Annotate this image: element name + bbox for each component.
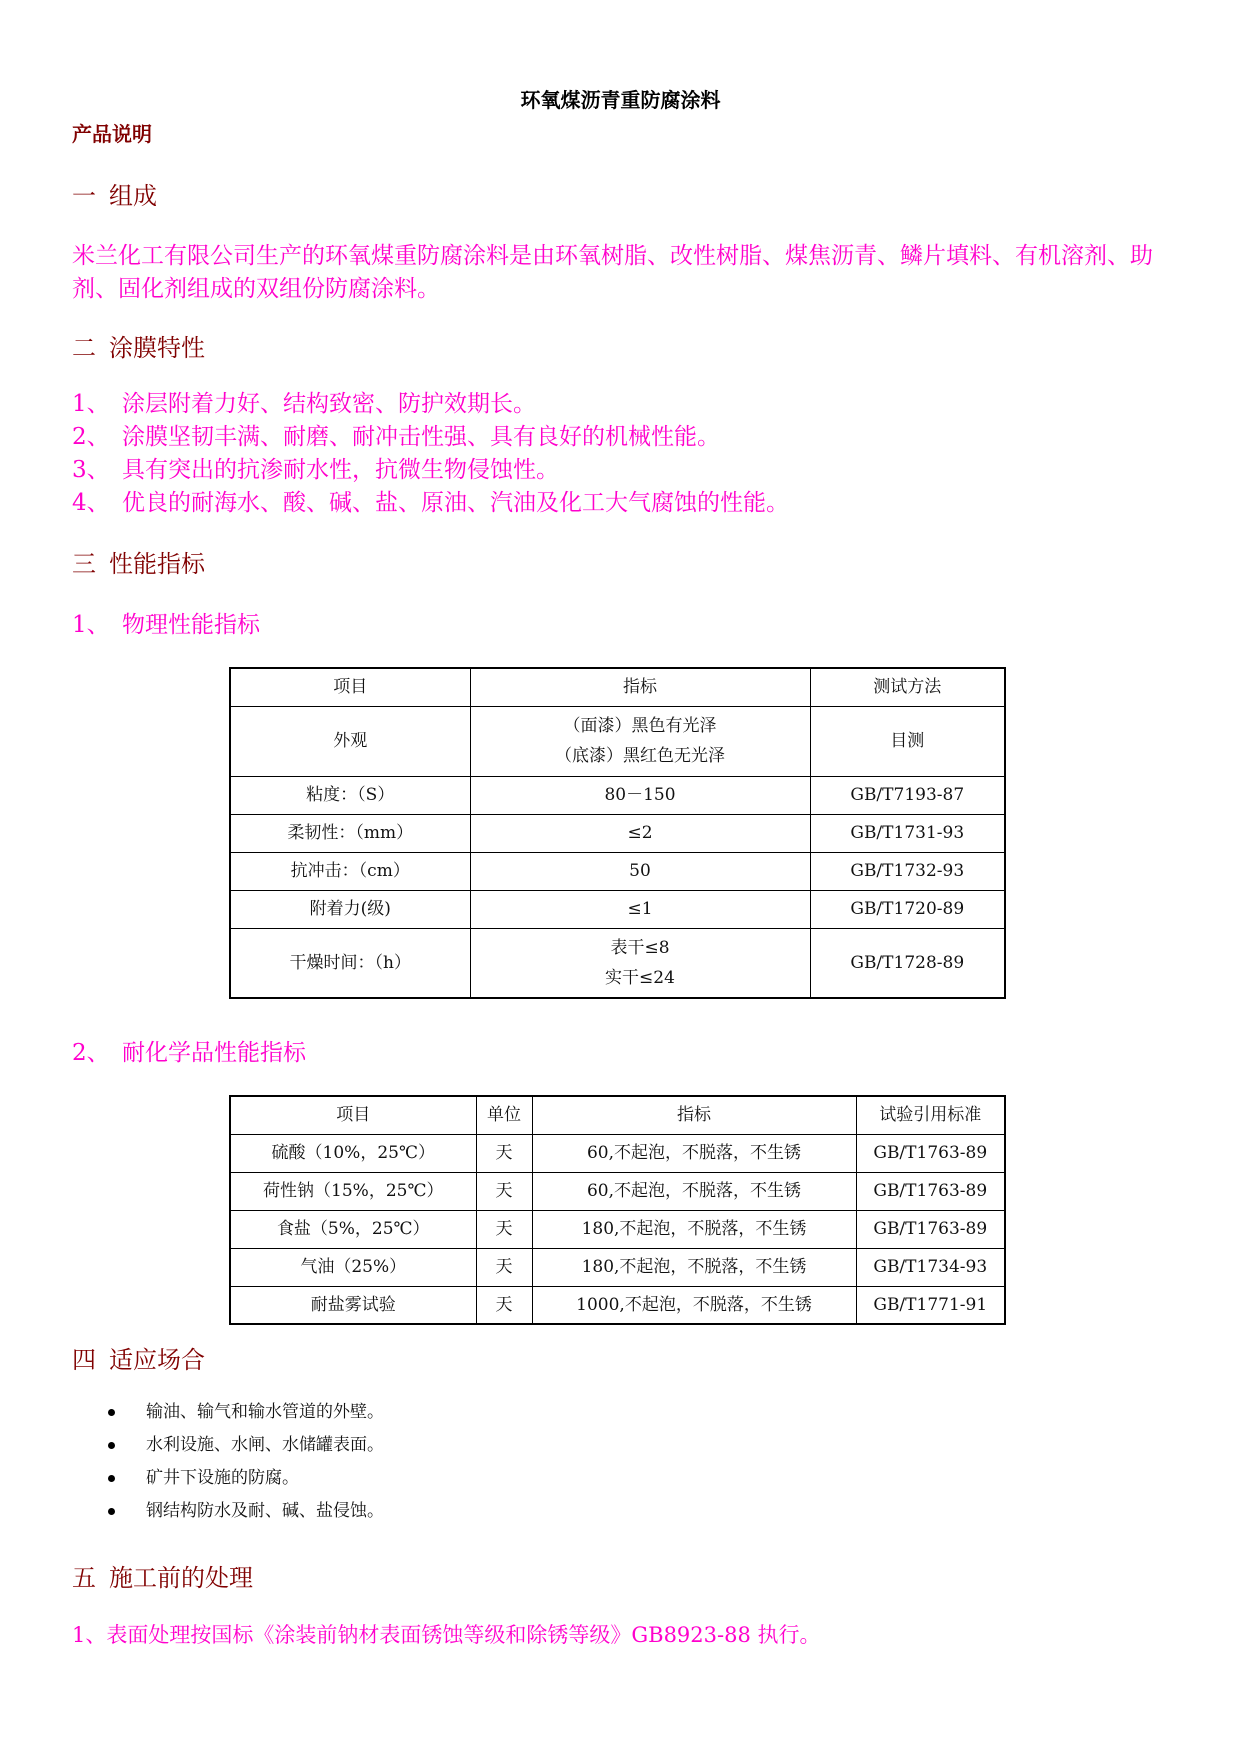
- physical-properties-table: [229, 667, 1006, 999]
- table-cell: 粘度：（S）: [230, 776, 470, 814]
- item-text: 具有突出的抗渗耐水性，抗微生物侵蚀性。: [122, 457, 559, 483]
- table-row: [230, 1286, 1005, 1324]
- table-cell: GB/T1732-93: [810, 852, 1005, 890]
- table-row: [230, 928, 1005, 998]
- chemical-heading: [72, 1034, 306, 1067]
- table-cell: 1000,不起泡，不脱落，不生锈: [532, 1286, 856, 1324]
- list-item: [72, 487, 789, 520]
- table-cell: 附着力(级): [230, 890, 470, 928]
- table-cell: 80－150: [470, 776, 810, 814]
- table-cell: 天: [476, 1248, 532, 1286]
- table-cell: GB/T7193-87: [810, 776, 1005, 814]
- table-cell: GB/T1734-93: [856, 1248, 1005, 1286]
- section-label: 适应场合: [109, 1346, 205, 1374]
- table-cell: 目测: [810, 706, 1005, 776]
- section-label: 施工前的处理: [109, 1564, 253, 1592]
- item-number: 2、: [72, 424, 110, 450]
- section-number: 三: [72, 550, 96, 578]
- bullet-icon: [108, 1409, 115, 1416]
- table-cell: 外观: [230, 706, 470, 776]
- table-cell: ≤2: [470, 814, 810, 852]
- bullet-icon: [108, 1442, 115, 1449]
- header-cell: 指标: [470, 668, 810, 706]
- section-label: 组成: [109, 182, 157, 210]
- section-heading-applications: [72, 1340, 205, 1375]
- bullet-icon: [108, 1508, 115, 1515]
- section-number: 一: [72, 182, 96, 210]
- table-row: [230, 1210, 1005, 1248]
- list-item: [108, 1495, 384, 1528]
- applications-list: [108, 1396, 384, 1528]
- table-row: [230, 1172, 1005, 1210]
- document-title: 环氧煤沥青重防腐涂料: [520, 88, 721, 112]
- table-row: [230, 776, 1005, 814]
- item-text: 矿井下设施的防腐。: [146, 1468, 299, 1488]
- table-header-row: [230, 1096, 1005, 1134]
- item-text: 输油、输气和输水管道的外壁。: [146, 1402, 384, 1422]
- header-cell: 测试方法: [810, 668, 1005, 706]
- item-text: 钢结构防水及耐、碱、盐侵蚀。: [146, 1501, 384, 1521]
- table-row: [230, 814, 1005, 852]
- item-text: 涂层附着力好、结构致密、防护效期长。: [122, 391, 536, 417]
- table-cell: 气油（25%）: [230, 1248, 476, 1286]
- item-number: 3、: [72, 457, 110, 483]
- pretreatment-step: 1、表面处理按国标《涂装前钠材表面锈蚀等级和除锈等级》GB8923-88 执行。: [72, 1623, 821, 1647]
- list-item: [72, 454, 789, 487]
- cell-line: 表干≤8: [610, 937, 670, 958]
- table-cell: ≤1: [470, 890, 810, 928]
- list-item: [72, 388, 789, 421]
- table-cell: 柔韧性：（mm）: [230, 814, 470, 852]
- table-cell: 抗冲击：（cm）: [230, 852, 470, 890]
- cell-line: 实干≤24: [605, 967, 675, 988]
- table-cell: 60,不起泡，不脱落，不生锈: [532, 1134, 856, 1172]
- list-item: [72, 421, 789, 454]
- item-number: 2、: [72, 1040, 110, 1066]
- composition-paragraph: 米兰化工有限公司生产的环氧煤重防腐涂料是由环氧树脂、改性树脂、煤焦沥青、鳞片填料、有机溶剂、助剂、固化剂组成的双组份防腐涂料。: [72, 243, 1153, 302]
- header-cell: 试验引用标准: [856, 1096, 1005, 1134]
- heading-text: 耐化学品性能指标: [122, 1040, 306, 1066]
- table-cell: 180,不起泡，不脱落，不生锈: [532, 1248, 856, 1286]
- table-cell: 50: [470, 852, 810, 890]
- table-cell: 耐盐雾试验: [230, 1286, 476, 1324]
- table-cell: GB/T1728-89: [810, 928, 1005, 998]
- header-cell: 单位: [476, 1096, 532, 1134]
- table-cell: 天: [476, 1286, 532, 1324]
- section-heading-pretreatment: [72, 1558, 253, 1593]
- table-row: [230, 852, 1005, 890]
- cell-line: （面漆）黑色有光泽: [563, 716, 717, 736]
- chemical-resistance-table: [229, 1095, 1006, 1325]
- item-text: 涂膜坚韧丰满、耐磨、耐冲击性强、具有良好的机械性能。: [122, 424, 720, 450]
- list-item: [108, 1396, 384, 1429]
- item-number: 1、: [72, 612, 110, 638]
- table-cell: 干燥时间：（h）: [230, 928, 470, 998]
- section-number: 五: [72, 1564, 96, 1592]
- table-cell: [470, 928, 810, 998]
- table-header-row: [230, 668, 1005, 706]
- table-row: [230, 1134, 1005, 1172]
- table-cell: 天: [476, 1172, 532, 1210]
- list-item: [108, 1462, 384, 1495]
- table-row: [230, 890, 1005, 928]
- physical-heading: [72, 606, 260, 639]
- section-heading-features: [72, 328, 205, 363]
- list-item: [108, 1429, 384, 1462]
- table-row: [230, 1248, 1005, 1286]
- section-number: 二: [72, 334, 96, 362]
- header-cell: 项目: [230, 1096, 476, 1134]
- features-list: [72, 388, 789, 520]
- document-subtitle: 产品说明: [72, 122, 152, 146]
- header-cell: 项目: [230, 668, 470, 706]
- table-cell: [470, 706, 810, 776]
- section-label: 涂膜特性: [109, 334, 205, 362]
- section-number: 四: [72, 1346, 96, 1374]
- item-text: 水利设施、水闸、水储罐表面。: [146, 1435, 384, 1455]
- table-cell: 天: [476, 1134, 532, 1172]
- table-cell: GB/T1731-93: [810, 814, 1005, 852]
- table-cell: GB/T1771-91: [856, 1286, 1005, 1324]
- table-cell: 硫酸（10%，25℃）: [230, 1134, 476, 1172]
- section-label: 性能指标: [109, 550, 205, 578]
- cell-line: （底漆）黑红色无光泽: [555, 746, 725, 766]
- table-cell: GB/T1763-89: [856, 1172, 1005, 1210]
- item-number: 4、: [72, 490, 110, 516]
- bullet-icon: [108, 1475, 115, 1482]
- table-cell: GB/T1763-89: [856, 1134, 1005, 1172]
- table-row: [230, 706, 1005, 776]
- heading-text: 物理性能指标: [122, 612, 260, 638]
- table-cell: 60,不起泡，不脱落，不生锈: [532, 1172, 856, 1210]
- table-cell: 180,不起泡，不脱落，不生锈: [532, 1210, 856, 1248]
- header-cell: 指标: [532, 1096, 856, 1134]
- table-cell: 荷性钠（15%，25℃）: [230, 1172, 476, 1210]
- section-heading-composition: [72, 176, 157, 211]
- table-cell: GB/T1763-89: [856, 1210, 1005, 1248]
- section-heading-performance: [72, 544, 205, 579]
- item-number: 1、: [72, 391, 110, 417]
- table-cell: 食盐（5%，25℃）: [230, 1210, 476, 1248]
- table-cell: GB/T1720-89: [810, 890, 1005, 928]
- item-text: 优良的耐海水、酸、碱、盐、原油、汽油及化工大气腐蚀的性能。: [122, 490, 789, 516]
- table-cell: 天: [476, 1210, 532, 1248]
